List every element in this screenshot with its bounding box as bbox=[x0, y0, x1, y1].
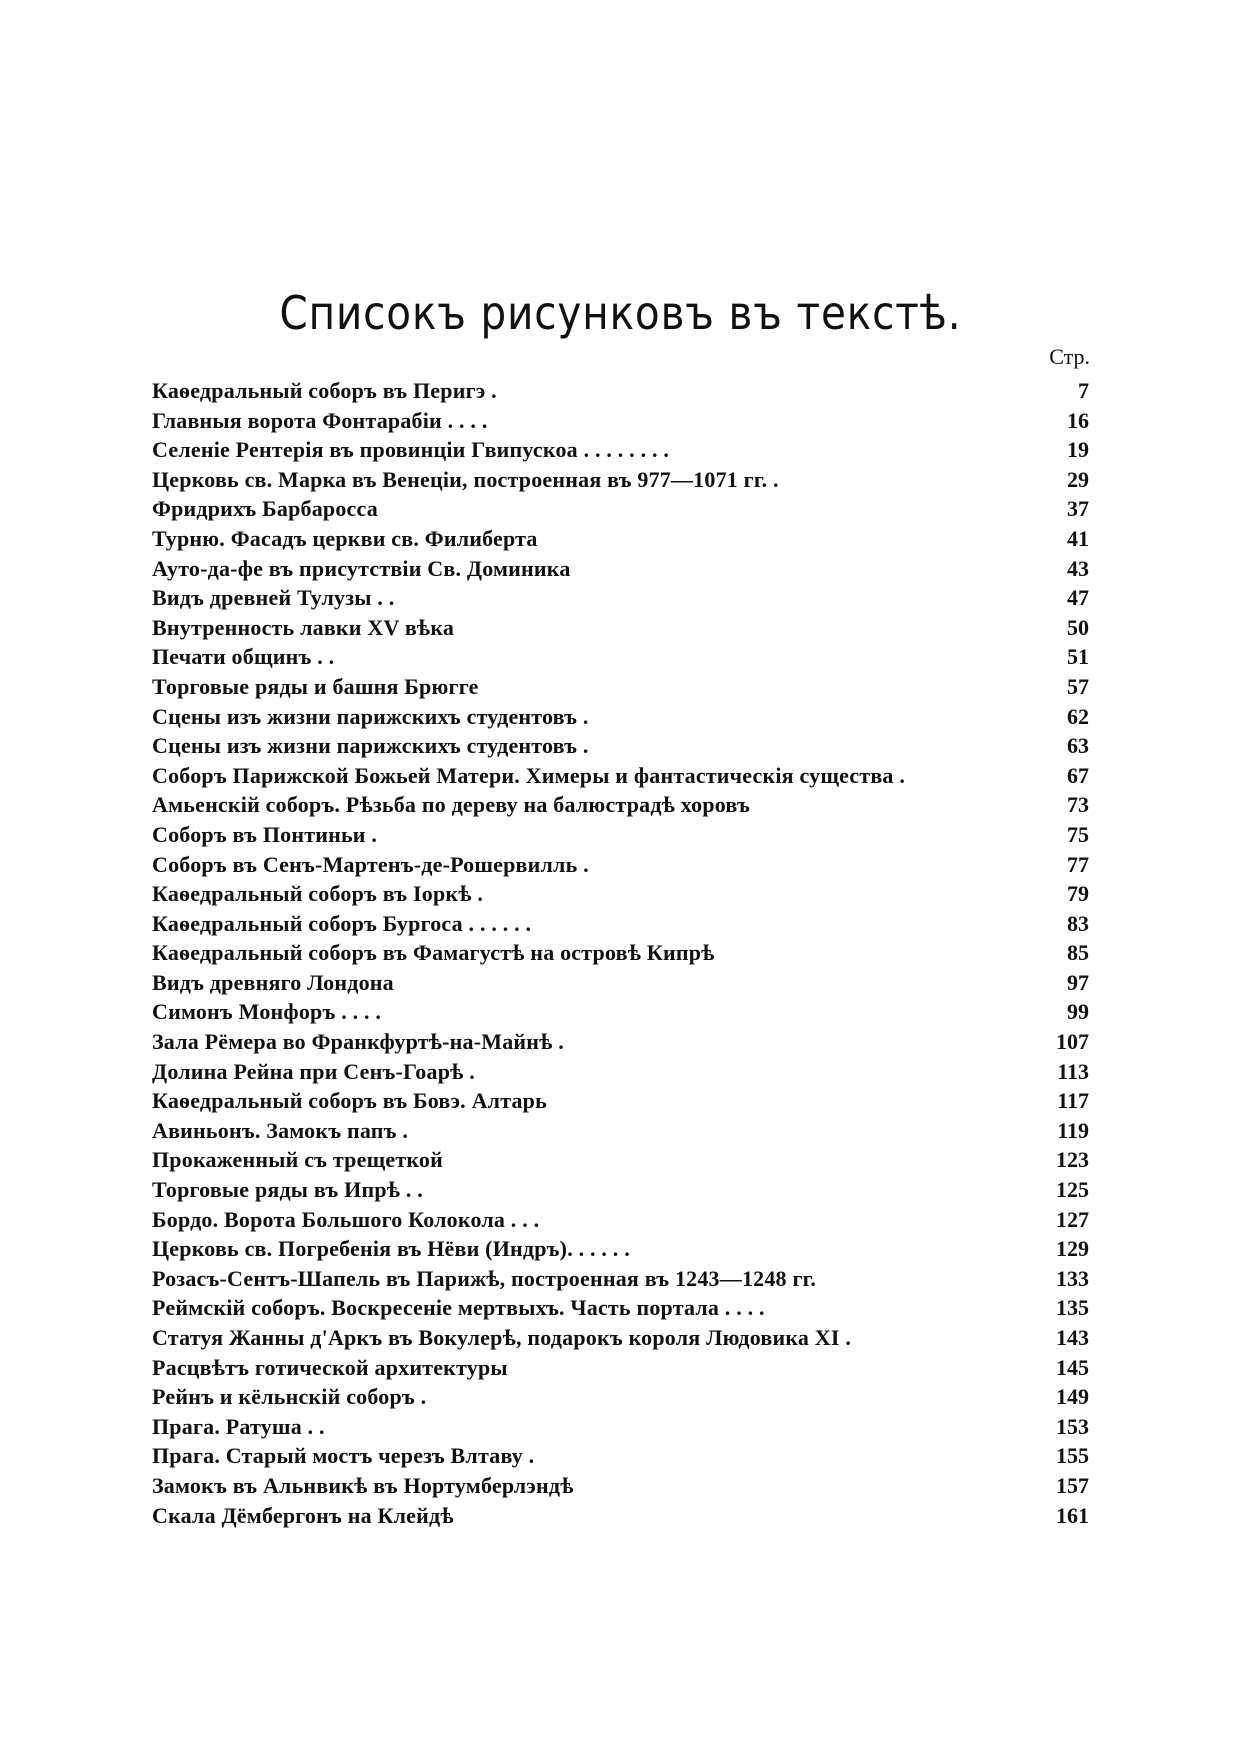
entry-title: Авиньонъ. Замокъ папъ . bbox=[152, 1117, 409, 1143]
list-item bbox=[152, 1353, 1089, 1383]
entry-title: Реймскій соборъ. Воскресеніе мертвыхъ. Часть портала . . . . bbox=[152, 1295, 765, 1321]
entry-title: Прага. Старый мостъ черезъ Влтаву . bbox=[152, 1443, 535, 1469]
list-item bbox=[152, 968, 1089, 998]
entry-title: Каѳедральный соборъ въ Бовэ. Алтарь bbox=[152, 1088, 547, 1114]
entry-page-number: 161 bbox=[1056, 1502, 1089, 1528]
list-item bbox=[152, 790, 1089, 820]
entry-title: Статуя Жанны д'Аркъ въ Вокулерѣ, подарокъ короля Людовика XI . bbox=[152, 1325, 852, 1350]
entry-title: Церковь св. Марка въ Венеціи, построенная въ 977—1071 гг. . bbox=[152, 466, 779, 492]
page-column-header: Стр. bbox=[1049, 344, 1090, 369]
list-item bbox=[152, 702, 1089, 732]
entry-title: Видъ древней Тулузы . . bbox=[152, 585, 395, 611]
entry-title: Каѳедральный соборъ Бургоса . . . . . . bbox=[152, 910, 532, 936]
entry-page-number: 57 bbox=[1067, 673, 1089, 699]
entry-page-number: 77 bbox=[1067, 851, 1089, 877]
list-item bbox=[152, 879, 1089, 909]
list-item bbox=[152, 406, 1089, 436]
entry-title: Соборъ въ Сенъ-Мартенъ-де-Рошервилль . bbox=[152, 851, 589, 877]
entry-title: Долина Рейна при Сенъ-Гоарѣ . bbox=[152, 1058, 475, 1084]
entry-title: Прокаженный съ трещеткой bbox=[152, 1147, 443, 1173]
entry-page-number: 135 bbox=[1056, 1295, 1089, 1321]
entry-page-number: 149 bbox=[1056, 1384, 1089, 1410]
entry-page-number: 63 bbox=[1067, 733, 1089, 759]
list-item bbox=[152, 1086, 1089, 1116]
entry-title: Замокъ въ Альнвикѣ въ Нортумберлэндѣ bbox=[152, 1472, 574, 1498]
entry-title: Внутренность лавки XV вѣка bbox=[152, 614, 455, 640]
entry-title: Сцены изъ жизни парижскихъ студентовъ . bbox=[152, 703, 589, 729]
entry-title: Каѳедральный соборъ въ Фамагустѣ на островѣ Кипрѣ bbox=[152, 940, 715, 966]
entry-title: Сцены изъ жизни парижскихъ студентовъ . bbox=[152, 733, 589, 759]
entry-title: Церковь св. Погребенія въ Нёви (Индръ). . . . . . bbox=[152, 1236, 630, 1262]
list-item bbox=[152, 465, 1089, 495]
list-item bbox=[152, 1264, 1089, 1294]
entry-page-number: 99 bbox=[1067, 999, 1089, 1025]
list-item bbox=[152, 583, 1089, 613]
list-item bbox=[152, 1412, 1089, 1442]
entry-title: Торговые ряды въ Ипрѣ . . bbox=[152, 1177, 423, 1203]
entry-title: Амьенскій соборъ. Рѣзьба по дереву на балюстрадѣ хоровъ bbox=[152, 792, 750, 818]
entry-page-number: 7 bbox=[1078, 378, 1089, 403]
entry-page-number: 43 bbox=[1067, 555, 1089, 581]
entry-page-number: 123 bbox=[1056, 1147, 1089, 1173]
list-item bbox=[152, 1145, 1089, 1175]
entry-title: Фридрихъ Барбаросса bbox=[152, 496, 378, 522]
entry-page-number: 113 bbox=[1057, 1058, 1089, 1084]
entry-page-number: 73 bbox=[1067, 792, 1089, 818]
list-item bbox=[152, 1382, 1089, 1412]
entry-page-number: 107 bbox=[1056, 1029, 1089, 1055]
list-item bbox=[152, 1057, 1089, 1087]
entry-title: Каѳедральный соборъ въ Іоркѣ . bbox=[152, 881, 484, 907]
entry-page-number: 145 bbox=[1056, 1354, 1089, 1380]
entry-page-number: 153 bbox=[1056, 1413, 1089, 1439]
entry-title: Скала Дёмбергонъ на Клейдѣ bbox=[152, 1502, 454, 1528]
entry-title: Расцвѣтъ готической архитектуры bbox=[152, 1354, 508, 1380]
entry-page-number: 155 bbox=[1056, 1443, 1089, 1469]
entry-page-number: 51 bbox=[1067, 644, 1089, 670]
entry-page-number: 50 bbox=[1067, 614, 1089, 640]
page-title: Списокъ рисунковъ въ текстѣ. bbox=[279, 286, 962, 340]
entry-page-number: 19 bbox=[1067, 437, 1089, 463]
entry-page-number: 129 bbox=[1056, 1236, 1089, 1262]
entry-page-number: 85 bbox=[1067, 940, 1089, 966]
list-item bbox=[152, 672, 1089, 702]
entry-page-number: 117 bbox=[1057, 1088, 1089, 1114]
entry-title: Главныя ворота Фонтарабіи . . . . bbox=[152, 407, 488, 433]
entry-title: Соборъ Парижской Божьей Матери. Химеры и фантастическія существа . bbox=[152, 762, 906, 788]
entry-page-number: 125 bbox=[1056, 1177, 1089, 1203]
list-item bbox=[152, 909, 1089, 939]
entry-page-number: 29 bbox=[1067, 466, 1089, 492]
entry-page-number: 97 bbox=[1067, 969, 1089, 995]
list-item bbox=[152, 1175, 1089, 1205]
entry-title: Селеніе Рентерія въ провинціи Гвипускоа . . . . . . . . bbox=[152, 437, 670, 463]
list-item bbox=[152, 1116, 1089, 1146]
list-item bbox=[152, 1293, 1089, 1323]
entry-page-number: 133 bbox=[1056, 1265, 1089, 1291]
list-item bbox=[152, 761, 1089, 791]
entry-title: Соборъ въ Понтиньи . bbox=[152, 821, 378, 847]
entry-title: Зала Рёмера во Франкфуртѣ-на-Майнѣ . bbox=[152, 1029, 564, 1055]
entry-page-number: 127 bbox=[1056, 1206, 1089, 1232]
entry-title: Ауто-да-фе въ присутствіи Св. Доминика bbox=[152, 555, 571, 581]
list-item bbox=[152, 1471, 1089, 1501]
entry-page-number: 62 bbox=[1067, 703, 1089, 729]
entry-title: Симонъ Монфоръ . . . . bbox=[152, 999, 382, 1025]
entry-page-number: 119 bbox=[1057, 1117, 1089, 1143]
list-item bbox=[152, 524, 1089, 554]
entry-page-number: 41 bbox=[1067, 525, 1089, 551]
entry-page-number: 37 bbox=[1067, 496, 1089, 522]
list-item bbox=[152, 1323, 1089, 1353]
list-item bbox=[152, 850, 1089, 880]
list-item bbox=[152, 1441, 1089, 1471]
list-item bbox=[152, 376, 1089, 406]
list-item bbox=[152, 997, 1089, 1027]
list-item bbox=[152, 938, 1089, 968]
entry-title: Печати общинъ . . bbox=[152, 644, 335, 670]
entry-page-number: 79 bbox=[1067, 881, 1089, 907]
entry-title: Торговые ряды и башня Брюгге bbox=[152, 673, 479, 699]
entry-title: Розасъ-Сентъ-Шапель въ Парижѣ, построенная въ 1243—1248 гг. bbox=[152, 1265, 817, 1291]
list-item bbox=[152, 494, 1089, 524]
list-item bbox=[152, 642, 1089, 672]
entry-title: Каѳедральный соборъ въ Перигэ . bbox=[152, 378, 497, 403]
entry-title: Турню. Фасадъ церкви св. Филиберта bbox=[152, 525, 538, 551]
entry-page-number: 83 bbox=[1067, 910, 1089, 936]
list-item bbox=[152, 554, 1089, 584]
entry-page-number: 16 bbox=[1067, 407, 1089, 433]
list-item bbox=[152, 613, 1089, 643]
entry-page-number: 143 bbox=[1056, 1325, 1089, 1350]
entry-page-number: 75 bbox=[1067, 821, 1089, 847]
entry-page-number: 67 bbox=[1067, 762, 1089, 788]
entry-title: Рейнъ и кёльнскій соборъ . bbox=[152, 1384, 427, 1410]
list-item bbox=[152, 435, 1089, 465]
entry-title: Бордо. Ворота Большого Колокола . . . bbox=[152, 1206, 540, 1232]
list-item bbox=[152, 1501, 1089, 1531]
entry-page-number: 47 bbox=[1067, 585, 1089, 611]
list-item bbox=[152, 820, 1089, 850]
entry-page-number: 157 bbox=[1056, 1472, 1089, 1498]
list-item bbox=[152, 1205, 1089, 1235]
list-item bbox=[152, 731, 1089, 761]
entry-title: Видъ древняго Лондона bbox=[152, 969, 394, 995]
illustration-list bbox=[152, 376, 1089, 1530]
list-item bbox=[152, 1234, 1089, 1264]
list-item bbox=[152, 1027, 1089, 1057]
entry-title: Прага. Ратуша . . bbox=[152, 1413, 325, 1439]
